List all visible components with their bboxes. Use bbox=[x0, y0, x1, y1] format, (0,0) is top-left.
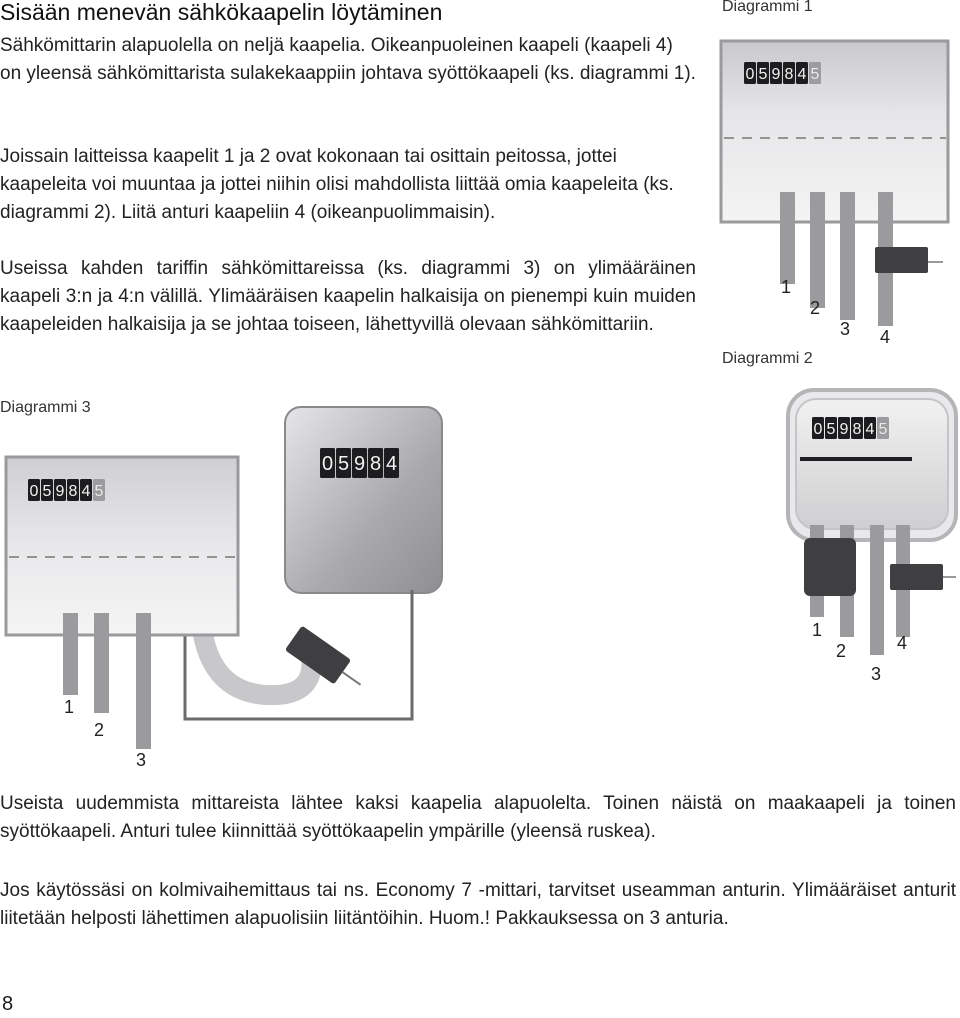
counter-digit: 8 bbox=[369, 453, 382, 476]
counter-digit: 4 bbox=[797, 65, 807, 83]
secondary-meter-counter bbox=[320, 448, 399, 478]
counter-digit: 5 bbox=[826, 420, 836, 438]
counter-digit: 4 bbox=[385, 453, 398, 476]
counter-digit: 5 bbox=[878, 420, 888, 438]
counter-digit: 9 bbox=[353, 453, 366, 476]
secondary-meter-body bbox=[285, 407, 442, 593]
diagram-1-caption: Diagrammi 1 bbox=[722, 0, 813, 15]
sensor-clamp bbox=[890, 564, 943, 590]
diagram-1-2-illustration bbox=[700, 30, 960, 350]
cable-1 bbox=[63, 613, 78, 695]
paragraph-5: Jos käytössäsi on kolmivaihemittaus tai ns. Economy 7 -mittari, tarvitset useamman anturin. Ylimääräiset anturit liitetään helposti lähettimen alapuolisiin liitäntöihin. Huom.! Pakkauksessa on 3 anturia. bbox=[0, 880, 956, 929]
cable-label-2: 2 bbox=[94, 720, 105, 740]
paragraph-2: Joissain laitteissa kaapelit 1 ja 2 ovat kokonaan tai osittain peitossa, jottei kaapeleita voi muuntaa ja jottei niihin olisi mahdollista liittää omia kaapeleita (ks. diagrammi 2). Liitä anturi kaapeliin 4 (oikeanpuolimmaisin). bbox=[0, 146, 674, 223]
paragraph-3: Useissa kahden tariffin sähkömittareissa (ks. diagrammi 3) on ylimääräinen kaapeli 3:n ja 4:n välillä. Ylimääräisen kaapelin halkaisija on pienempi kuin muiden kaapeleiden halkaisija ja se johtaa toiseen, lähettyvillä olevaan sähkömittariin. bbox=[0, 258, 696, 335]
counter-digit: 4 bbox=[81, 482, 91, 500]
cable-label-1: 1 bbox=[64, 697, 75, 717]
counter-digit: 0 bbox=[29, 482, 39, 500]
cable-3 bbox=[840, 192, 855, 320]
counter-digit: 0 bbox=[321, 453, 334, 476]
cable-label-4: 4 bbox=[880, 327, 891, 347]
cable-label-3: 3 bbox=[840, 319, 851, 339]
counter-digit: 0 bbox=[813, 420, 823, 438]
counter-digit: 9 bbox=[839, 420, 849, 438]
cable-label-2: 2 bbox=[810, 298, 821, 318]
counter-digit: 5 bbox=[810, 65, 820, 83]
cable-label-1: 1 bbox=[812, 620, 823, 640]
cover-block bbox=[804, 538, 856, 596]
sensor-clamp bbox=[875, 247, 928, 273]
counter-digit: 5 bbox=[94, 482, 104, 500]
counter-digit: 8 bbox=[784, 65, 794, 83]
counter-digit: 8 bbox=[68, 482, 78, 500]
cable-label-4: 4 bbox=[897, 633, 908, 653]
counter-digit: 5 bbox=[758, 65, 768, 83]
cable-label-3: 3 bbox=[136, 750, 147, 770]
counter-digit: 5 bbox=[337, 453, 350, 476]
diagram-2-caption: Diagrammi 2 bbox=[722, 350, 813, 367]
cable-2 bbox=[94, 613, 109, 713]
main-meter-body bbox=[6, 457, 238, 635]
page-number: 8 bbox=[2, 993, 14, 1015]
counter-digit: 0 bbox=[745, 65, 755, 83]
counter-digit: 5 bbox=[42, 482, 52, 500]
diagram-3-caption: Diagrammi 3 bbox=[0, 399, 91, 416]
paragraph-1: Sähkömittarin alapuolella on neljä kaapelia. Oikeanpuoleinen kaapeli (kaapeli 4) on yleensä sähkömittarista sulakekaappiin johtava syöttökaapeli (ks. diagrammi 1). bbox=[0, 35, 696, 84]
diagram-4-illustration bbox=[770, 385, 960, 690]
cable-label-1: 1 bbox=[781, 277, 792, 297]
cable-3 bbox=[870, 525, 884, 655]
counter-digit: 9 bbox=[55, 482, 65, 500]
cable-label-2: 2 bbox=[836, 641, 847, 661]
cable-1 bbox=[780, 192, 795, 284]
meter-slot bbox=[800, 457, 912, 461]
cable-label-3: 3 bbox=[871, 664, 882, 684]
counter-digit: 8 bbox=[852, 420, 862, 438]
cable-3 bbox=[136, 613, 151, 749]
cable-2 bbox=[810, 192, 825, 308]
counter-digit: 4 bbox=[865, 420, 875, 438]
paragraph-4: Useista uudemmista mittareista lähtee kaksi kaapelia alapuolelta. Toinen näistä on maakaapeli ja toinen syöttökaapeli. Anturi tulee kiinnittää syöttökaapelin ympärille (yleensä ruskea). bbox=[0, 793, 956, 842]
counter-digit: 9 bbox=[771, 65, 781, 83]
page-title: Sisään menevän sähkökaapelin löytäminen bbox=[0, 0, 443, 25]
diagram-3-illustration bbox=[0, 400, 450, 770]
